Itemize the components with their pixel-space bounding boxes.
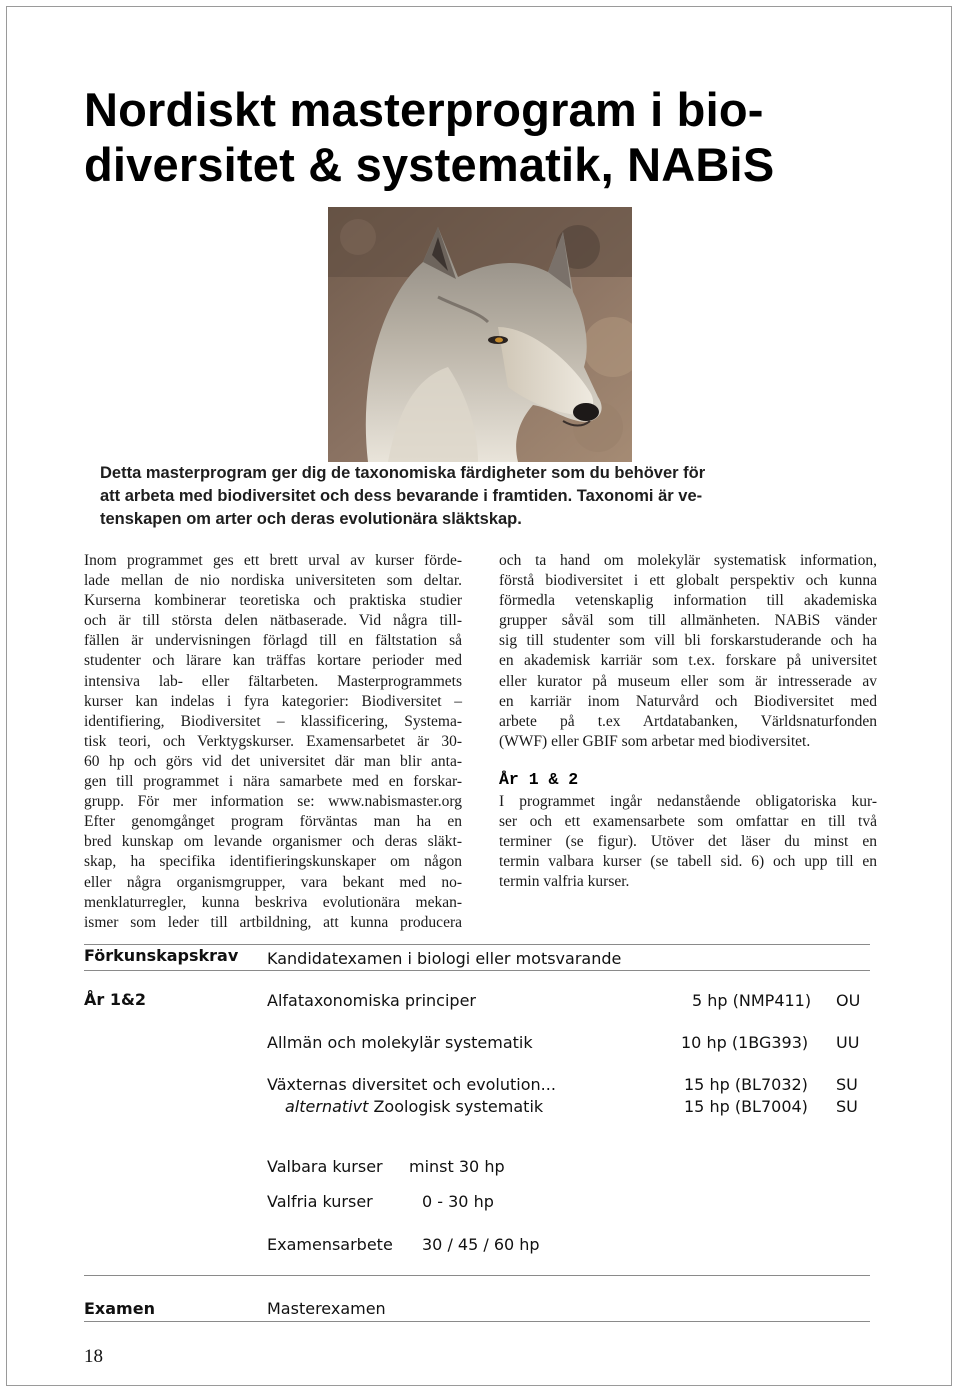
alt-word: alternativt <box>285 1097 369 1116</box>
year-label: År 1&2 <box>84 990 147 1009</box>
body-line: identifiering, Biodiversitet – klassificering, Systema- <box>84 712 462 730</box>
left-column-text <box>84 551 462 933</box>
wolf-head-image <box>328 207 632 462</box>
course-credits: 15 hp (BL7032) <box>684 1075 808 1094</box>
body-line: förstå biodiversitet i ett globalt perspektiv och kunna <box>499 572 877 590</box>
course-name: Allmän och molekylär systematik <box>267 1033 533 1052</box>
section-heading-year: År 1 & 2 <box>499 769 579 789</box>
body-line: skap, ha specifika identifieringskunskaper om någon <box>84 853 462 871</box>
course-name: Zoologisk systematik <box>373 1097 544 1116</box>
extra-label: Examensarbete <box>267 1235 393 1254</box>
body-line: intensiva lab- eller fältarbeten. Masterprogrammets <box>84 672 462 690</box>
exam-value: Masterexamen <box>267 1299 386 1318</box>
body-line: eller några organismgrupper, vara bekant med no- <box>84 873 462 891</box>
exam-label: Examen <box>84 1299 155 1318</box>
course-university: OU <box>836 991 861 1010</box>
course-university: SU <box>836 1097 858 1116</box>
body-line: ser och ett examensarbete som omfattar en till två <box>499 813 877 831</box>
body-line: grupper såväl som till allmänheten. NABiS vänder <box>499 612 877 630</box>
extra-value: minst 30 hp <box>409 1157 505 1176</box>
body-line: Kurserna kombinerar teoretiska och praktiska studier <box>84 592 462 610</box>
body-line: och är till största delen nätbaserade. Vid några till- <box>84 612 462 630</box>
course-name: Alfataxonomiska principer <box>267 991 476 1010</box>
body-line: arbete på t.ex Artdatabanken, Världsnaturfonden <box>499 712 877 730</box>
body-line: terminer (se figur). Utöver det läser du minst en <box>499 833 877 851</box>
table-rule-exam <box>84 1321 870 1322</box>
body-line: gen till programmet i nära samarbete med en forskar- <box>84 773 462 791</box>
body-line: en karriär inom Naturvård och Biodiversitet med <box>499 692 877 710</box>
body-line: tisk teori, och Verktygskurser. Examensarbetet är 30- <box>84 732 462 750</box>
extra-value: 0 - 30 hp <box>422 1192 494 1211</box>
table-rule-prereq <box>84 970 870 971</box>
course-university: SU <box>836 1075 858 1094</box>
body-line: fällen är undervisningen förlagd till en fältstation så <box>84 632 462 650</box>
body-line: lade mellan de nio nordiska universiteten som deltar. <box>84 572 462 590</box>
intro-line: Detta masterprogram ger dig de taxonomiska färdigheter som du behöver för <box>100 464 706 482</box>
intro-text <box>100 462 880 531</box>
body-line: I programmet ingår nedanstående obligatoriska kur- <box>499 793 877 811</box>
alt-course <box>285 1097 543 1116</box>
extra-label: Valbara kurser <box>267 1157 383 1176</box>
intro-line: att arbeta med biodiversitet och dess bevarande i framtiden. Taxonomi är ve- <box>100 487 703 505</box>
body-line: termin valbara kurser (se tabell sid. 6) och upp till en <box>499 853 877 871</box>
body-line: (WWF) eller GBIF som arbetar med biodiversitet. <box>499 732 811 750</box>
body-line: en akademisk karriär som t.ex. forskare på universitet <box>499 652 877 670</box>
body-line: termin valfria kurser. <box>499 873 630 891</box>
body-line: bred kunskap om levande organismer och deras släkt- <box>84 833 462 851</box>
body-line: kurser kan indelas i fyra kategorier: Biodiversitet – <box>84 692 462 710</box>
course-university: UU <box>836 1033 860 1052</box>
prereq-value: Kandidatexamen i biologi eller motsvarande <box>267 949 622 968</box>
body-line: sig till studenter som vill bli forskarstuderande och ha <box>499 632 877 650</box>
course-credits: 5 hp (NMP411) <box>692 991 812 1010</box>
body-line: grupp. För mer information se: www.nabismaster.org <box>84 793 462 811</box>
body-line: ismer som leder till artbildning, att kunna producera <box>84 913 462 931</box>
page-number: 18 <box>84 1346 103 1367</box>
body-line: förmedla vetenskaplig information till akademiska <box>499 592 877 610</box>
table-rule-top <box>84 944 870 945</box>
course-name: Växternas diversitet och evolution... <box>267 1075 556 1094</box>
body-line: menklaturregler, kunna beskriva evolutionära mekan- <box>84 893 462 911</box>
page-title <box>84 82 904 192</box>
course-credits: 10 hp (1BG393) <box>681 1033 809 1052</box>
body-line: studenter och lärare kan träffas kortare perioder med <box>84 652 462 670</box>
body-line: Efter genomgånget program förväntas man ha en <box>84 813 462 831</box>
course-credits: 15 hp (BL7004) <box>684 1097 808 1116</box>
prereq-label: Förkunskapskrav <box>84 946 239 965</box>
table-rule-bottom <box>84 1275 870 1276</box>
wolf-photo <box>328 207 632 462</box>
extra-label: Valfria kurser <box>267 1192 373 1211</box>
right-column-text <box>499 551 877 893</box>
title-line: Nordiskt masterprogram i bio- <box>84 83 764 136</box>
title-line: diversitet & systematik, NABiS <box>84 138 775 191</box>
intro-line: tenskapen om arter och deras evolutionära släktskap. <box>100 510 522 528</box>
extra-value: 30 / 45 / 60 hp <box>422 1235 540 1254</box>
body-line: Inom programmet ges ett brett urval av kurser förde- <box>84 552 462 569</box>
body-line: 60 hp och görs vid det universitet där man blir anta- <box>84 752 462 770</box>
body-line: eller kurator på museum eller som är intresserade av <box>499 672 877 690</box>
body-line: och ta hand om molekylär systematisk information, <box>499 552 877 569</box>
